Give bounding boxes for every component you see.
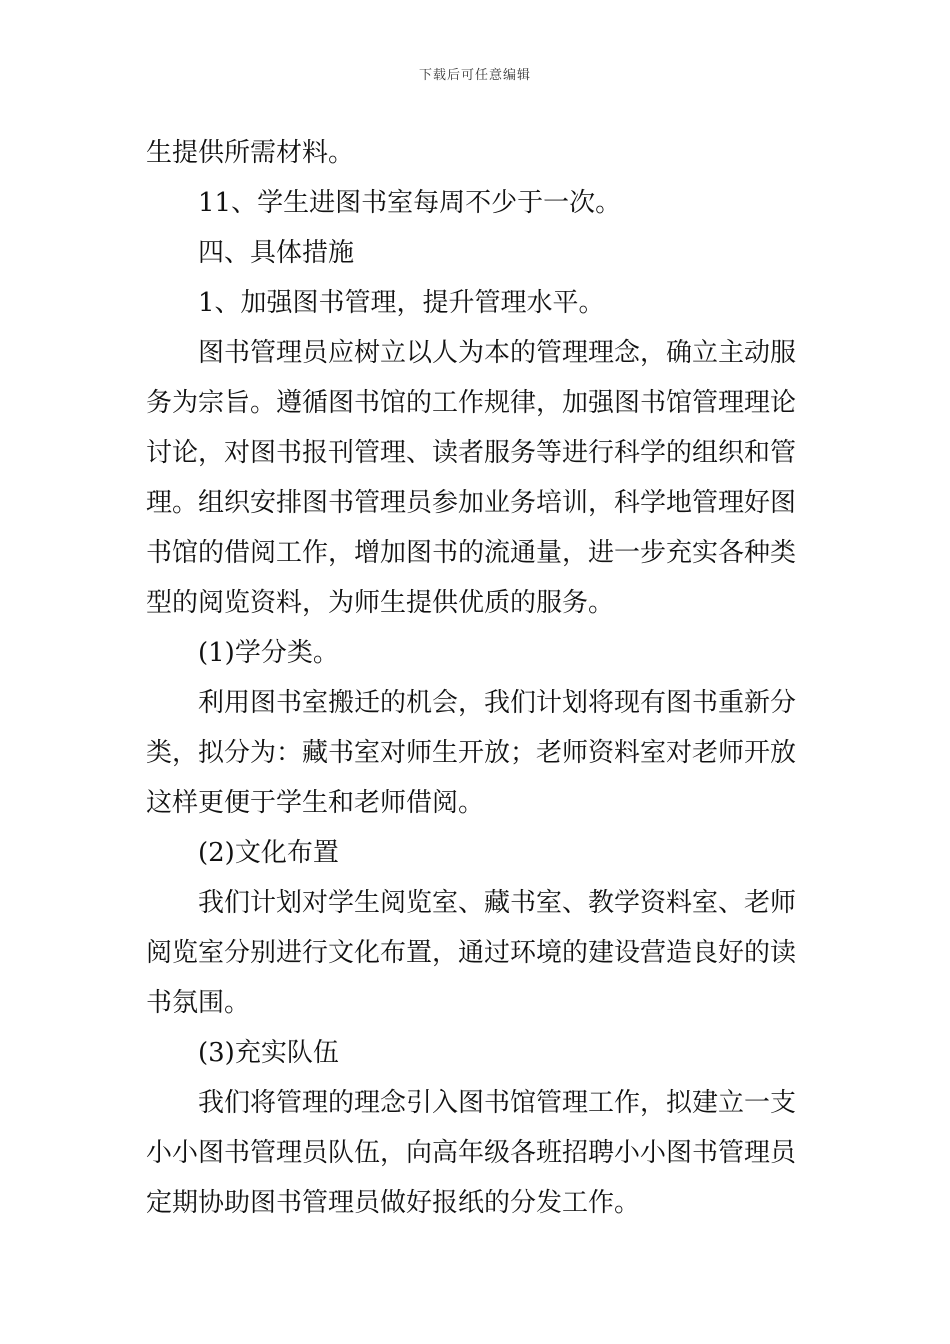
paragraph	[146, 878, 808, 1028]
document-body	[146, 128, 808, 1228]
text-line: (1)学分类。	[198, 638, 339, 668]
item-heading	[146, 1028, 808, 1078]
text-line: 理。组织安排图书管理员参加业务培训，科学地管理好图	[146, 488, 797, 518]
page-header: 下载后可任意编辑	[418, 68, 531, 83]
text-line: (3)充实队伍	[198, 1038, 339, 1068]
text-line: 生提供所需材料。	[146, 138, 355, 168]
text-line: 1、加强图书管理，提升管理水平。	[198, 288, 605, 318]
text-line: 型的阅览资料，为师生提供优质的服务。	[146, 588, 615, 618]
paragraph	[146, 1078, 808, 1228]
text-line: 小小图书管理员队伍，向高年级各班招聘小小图书管理员	[146, 1138, 797, 1168]
text-line: 书馆的借阅工作，增加图书的流通量，进一步充实各种类	[146, 538, 797, 568]
text-line: 这样更便于学生和老师借阅。	[146, 788, 485, 818]
item-heading	[146, 628, 808, 678]
item-heading	[146, 828, 808, 878]
paragraph	[146, 178, 808, 228]
text-line: 我们将管理的理念引入图书馆管理工作，拟建立一支	[198, 1088, 797, 1118]
text-line: 阅览室分别进行文化布置，通过环境的建设营造良好的读	[146, 938, 797, 968]
text-line: (2)文化布置	[198, 838, 339, 868]
text-line: 务为宗旨。遵循图书馆的工作规律，加强图书馆管理理论	[146, 388, 797, 418]
subsection-heading	[146, 278, 808, 328]
text-line: 类，拟分为：藏书室对师生开放；老师资料室对老师开放	[146, 738, 797, 768]
text-line: 图书管理员应树立以人为本的管理理念，确立主动服	[198, 338, 797, 368]
text-line: 四、具体措施	[198, 238, 355, 268]
paragraph	[146, 678, 808, 828]
paragraph	[146, 328, 808, 628]
text-line: 我们计划对学生阅览室、藏书室、教学资料室、老师	[198, 888, 797, 918]
text-line: 定期协助图书管理员做好报纸的分发工作。	[146, 1188, 641, 1218]
text-line: 书氛围。	[146, 988, 251, 1018]
text-line: 讨论，对图书报刊管理、读者服务等进行科学的组织和管	[146, 438, 797, 468]
text-line: 11、学生进图书室每周不少于一次。	[198, 188, 622, 218]
paragraph	[146, 128, 808, 178]
text-line: 利用图书室搬迁的机会，我们计划将现有图书重新分	[198, 688, 797, 718]
section-heading	[146, 228, 808, 278]
